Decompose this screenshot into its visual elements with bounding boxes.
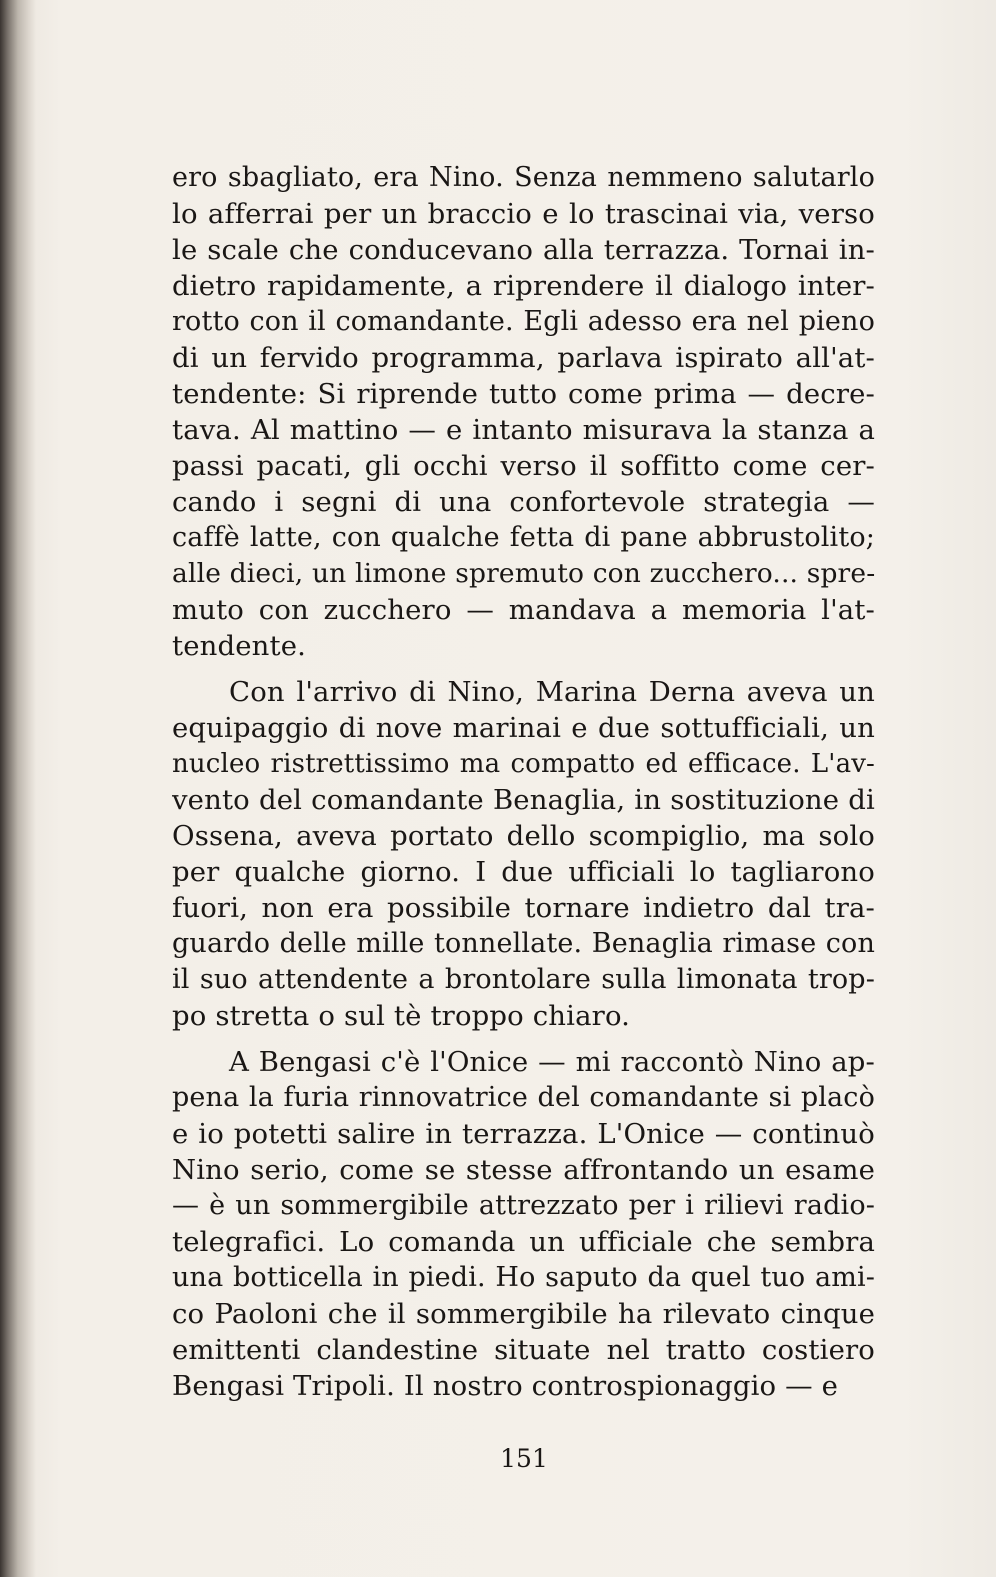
text-line: rotto con il comandante. Egli adesso era nel pieno — [172, 306, 875, 337]
book-spine-shadow — [0, 0, 36, 1577]
text-line: cando i segni di una confortevole strategia — — [172, 486, 875, 518]
text-line: equipaggio di nove marinai e due sottufficiali, un — [172, 712, 875, 744]
text-line: Nino serio, come se stesse affrontando un esame — [172, 1154, 875, 1186]
text-line: una botticella in piedi. Ho saputo da quel tuo ami- — [172, 1262, 875, 1293]
text-line: lo afferrai per un braccio e lo trascinai via, verso — [172, 198, 875, 230]
text-line: pena la furia rinnovatrice del comandante si placò — [172, 1082, 875, 1113]
text-line: Bengasi Tripoli. Il nostro controspionaggio — e — [172, 1370, 839, 1402]
text-line: vento del comandante Benaglia, in sostituzione di — [172, 784, 875, 816]
text-line: Con l'arrivo di Nino, Marina Derna aveva un — [229, 676, 875, 708]
text-line: tava. Al mattino — e intanto misurava la stanza a — [172, 414, 875, 446]
text-line: guardo delle mille tonnellate. Benaglia rimase con — [172, 928, 875, 959]
text-line: muto con zucchero — mandava a memoria l'at- — [172, 594, 875, 626]
paragraph-2 — [172, 674, 875, 1034]
text-line: co Paoloni che il sommergibile ha rilevato cinque — [172, 1298, 875, 1330]
text-line: caffè latte, con qualche fetta di pane abbrustolito; — [172, 522, 875, 553]
text-line: dietro rapidamente, a riprendere il dialogo inter- — [172, 270, 875, 302]
text-line: telegrafici. Lo comanda un ufficiale che sembra — [172, 1226, 875, 1258]
text-line: alle dieci, un limone spremuto con zucchero... spre- — [172, 558, 875, 589]
text-line: tendente: Si riprende tutto come prima — decre- — [172, 378, 875, 410]
paragraph-1 — [172, 160, 875, 664]
text-line: — è un sommergibile attrezzato per i rilievi radio- — [172, 1190, 875, 1221]
text-line: po stretta o sul tè troppo chiaro. — [172, 1000, 631, 1032]
text-line: Ossena, aveva portato dello scompiglio, ma solo — [172, 820, 875, 852]
text-line: ero sbagliato, era Nino. Senza nemmeno salutarlo — [172, 162, 875, 193]
paragraph-3 — [172, 1044, 875, 1404]
text-line: fuori, non era possibile tornare indietro dal tra- — [172, 892, 875, 924]
text-line: emittenti clandestine situate nel tratto costiero — [172, 1334, 875, 1366]
text-line: di un fervido programma, parlava ispirato all'at- — [172, 342, 875, 374]
text-line: le scale che conducevano alla terrazza. Tornai in- — [172, 234, 875, 266]
page-number: 151 — [500, 1444, 548, 1473]
text-line: per qualche giorno. I due ufficiali lo tagliarono — [172, 856, 875, 888]
text-line: nucleo ristrettissimo ma compatto ed efficace. L'av- — [172, 749, 875, 779]
text-line: il suo attendente a brontolare sulla limonata trop- — [172, 964, 875, 995]
text-line: passi pacati, gli occhi verso il soffitto come cer- — [172, 450, 875, 482]
text-line: tendente. — [172, 630, 307, 662]
text-line: A Bengasi c'è l'Onice — mi raccontò Nino ap- — [229, 1046, 875, 1078]
body-text — [172, 160, 875, 1404]
text-line: e io potetti salire in terrazza. L'Onice — continuò — [172, 1118, 875, 1150]
